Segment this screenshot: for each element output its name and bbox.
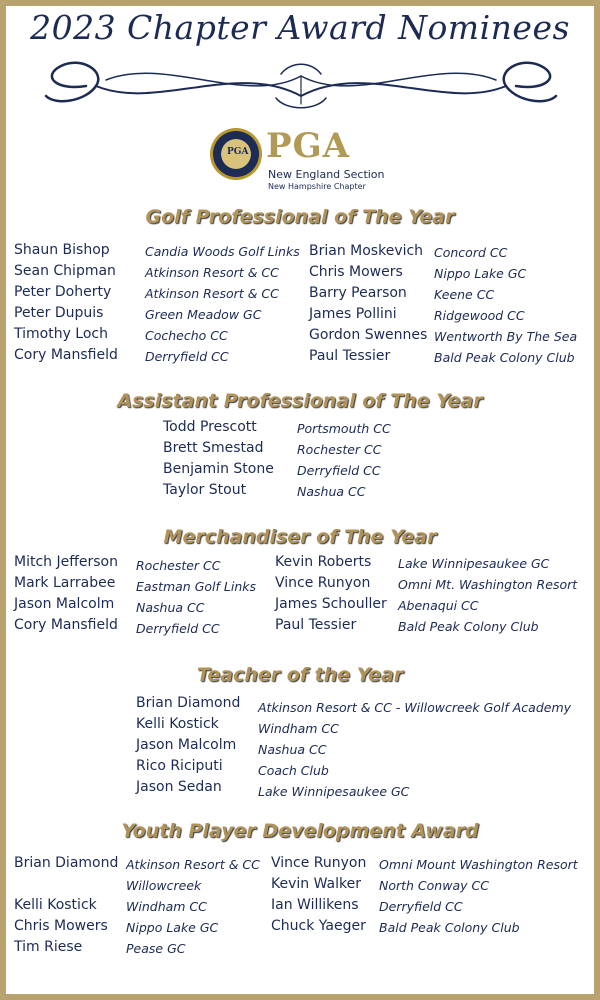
nominee-club: Green Meadow GC [145, 307, 262, 322]
nominee-name: Kevin Walker [271, 876, 361, 892]
nominee-name: James Schouller [275, 596, 387, 612]
nominee-name: Benjamin Stone [163, 461, 274, 477]
heading-merchandiser: Merchandiser of The Year [163, 526, 437, 548]
nominee-name: Peter Dupuis [14, 305, 104, 321]
nominee-name: Cory Mansfield [14, 617, 118, 633]
nominee-name: Todd Prescott [163, 419, 257, 435]
nominee-club: Windham CC [258, 721, 339, 736]
nominee-club: Wentworth By The Sea [434, 329, 578, 344]
nominee-club: Nippo Lake GC [126, 920, 219, 935]
nominee-name: Mark Larrabee [14, 575, 116, 591]
nominee-name: Brian Diamond [14, 855, 119, 871]
heading-teacher: Teacher of the Year [196, 664, 404, 686]
logo-chapter: New Hampshire Chapter [268, 182, 366, 191]
nominee-name: Cory Mansfield [14, 347, 118, 363]
pga-seal-icon: PGA [210, 128, 262, 180]
nominee-name: Tim Riese [14, 939, 83, 955]
heading-assistant-professional: Assistant Professional of The Year [117, 390, 483, 412]
nominee-club: Cochecho CC [145, 328, 228, 343]
nominee-name: Peter Doherty [14, 284, 112, 300]
nominee-name: Brett Smestad [163, 440, 264, 456]
nominee-club: Eastman Golf Links [136, 579, 256, 594]
nominee-club: Nashua CC [136, 600, 205, 615]
nominee-name: Ian Willikens [271, 897, 359, 913]
nominee-name: Gordon Swennes [309, 327, 428, 343]
nominee-name: Vince Runyon [275, 575, 371, 591]
nominee-club: Abenaqui CC [398, 598, 479, 613]
nominee-club: Keene CC [434, 287, 495, 302]
nominee-club: Atkinson Resort & CC [145, 265, 279, 280]
nominee-club: Omni Mount Washington Resort [379, 857, 578, 872]
nominee-club: Portsmouth CC [297, 421, 391, 436]
nominee-club: Nashua CC [297, 484, 366, 499]
nominee-club: Lake Winnipesaukee GC [258, 784, 410, 799]
nominee-club: Willowcreek [126, 878, 202, 893]
pga-logo [206, 124, 406, 198]
nominee-club: Concord CC [434, 245, 508, 260]
nominee-club: Coach Club [258, 763, 329, 778]
nominee-name: Chuck Yaeger [271, 918, 366, 934]
nominee-name: Sean Chipman [14, 263, 116, 279]
nominee-name: Taylor Stout [163, 482, 247, 498]
nominee-name: Shaun Bishop [14, 242, 110, 258]
nominee-club: Bald Peak Colony Club [434, 350, 575, 365]
nominee-name: Rico Riciputi [136, 758, 223, 774]
nominee-name: Kelli Kostick [136, 716, 219, 732]
nominee-name: Brian Moskevich [309, 243, 424, 259]
nominee-club: Derryfield CC [379, 899, 463, 914]
nominee-name: Timothy Loch [14, 326, 109, 342]
heading-youth-development: Youth Player Development Award [121, 820, 479, 842]
heading-golf-professional: Golf Professional of The Year [145, 206, 455, 228]
pga-wordmark: PGA [266, 126, 350, 166]
nominee-club: Atkinson Resort & CC [145, 286, 279, 301]
page-title: 2023 Chapter Award Nominees [30, 8, 570, 47]
nominee-name: Mitch Jefferson [14, 554, 118, 570]
nominee-club: Pease GC [126, 941, 186, 956]
logo-section: New England Section [268, 168, 385, 181]
nominee-name: Kevin Roberts [275, 554, 372, 570]
nominee-club: Bald Peak Colony Club [379, 920, 520, 935]
nominee-name: Chris Mowers [14, 918, 108, 934]
nominee-name: James Pollini [309, 306, 397, 322]
nominee-club: Rochester CC [297, 442, 382, 457]
nominee-name: Paul Tessier [309, 348, 391, 364]
nominee-name: Barry Pearson [309, 285, 407, 301]
nominee-club: Atkinson Resort & CC [126, 857, 260, 872]
nominee-name: Paul Tessier [275, 617, 357, 633]
nominee-club: Omni Mt. Washington Resort [398, 577, 578, 592]
nominee-name: Jason Sedan [136, 779, 222, 795]
nominee-club: Candia Woods Golf Links [145, 244, 300, 259]
nominee-club: Ridgewood CC [434, 308, 525, 323]
flourish-ornament [36, 56, 566, 116]
nominee-name: Vince Runyon [271, 855, 367, 871]
nominee-club: Lake Winnipesaukee GC [398, 556, 550, 571]
nominee-name: Chris Mowers [309, 264, 403, 280]
nominee-club: Nippo Lake GC [434, 266, 527, 281]
nominee-name: Kelli Kostick [14, 897, 97, 913]
nominee-club: Rochester CC [136, 558, 221, 573]
nominee-club: Bald Peak Colony Club [398, 619, 539, 634]
nominee-name: Jason Malcolm [136, 737, 237, 753]
nominee-club: Windham CC [126, 899, 207, 914]
nominee-club: Nashua CC [258, 742, 327, 757]
nominee-club: Derryfield CC [297, 463, 381, 478]
nominee-club: Derryfield CC [145, 349, 229, 364]
nominee-name: Jason Malcolm [14, 596, 115, 612]
nominee-club: Derryfield CC [136, 621, 220, 636]
nominee-name: Brian Diamond [136, 695, 241, 711]
nominee-club: North Conway CC [379, 878, 489, 893]
nominee-club: Atkinson Resort & CC - Willowcreek Golf Academy [258, 700, 572, 715]
